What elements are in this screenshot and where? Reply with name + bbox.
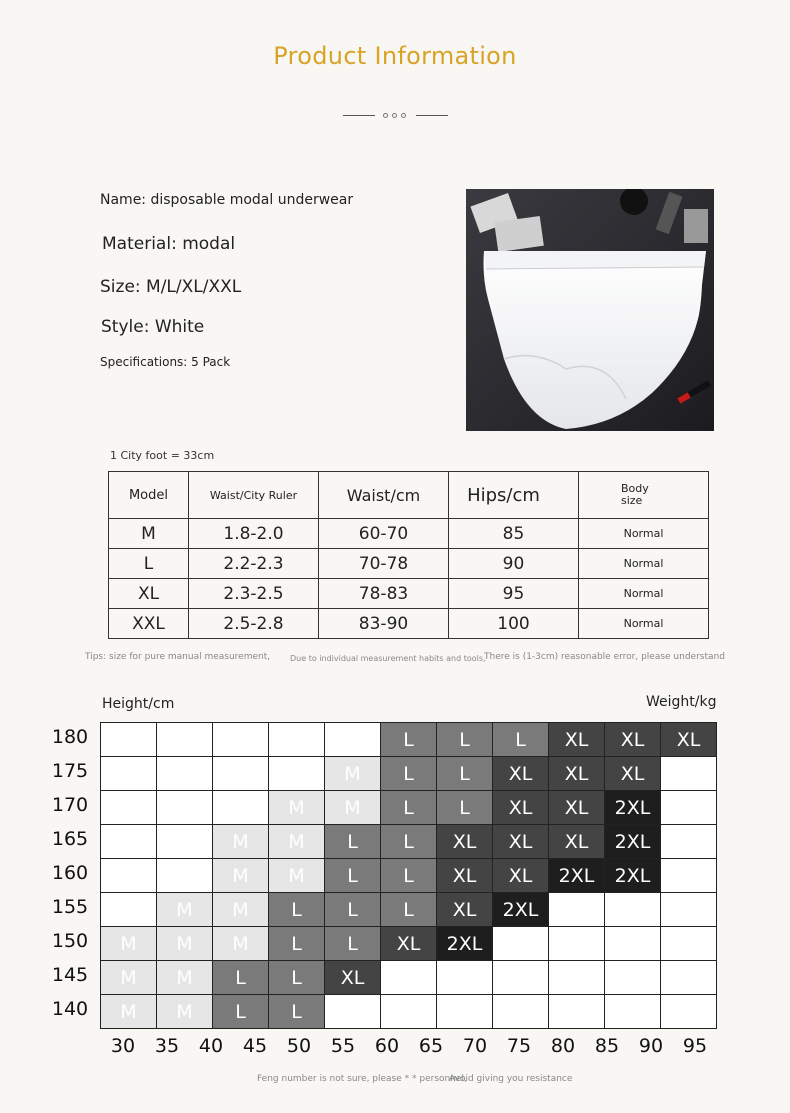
size-cell (101, 791, 157, 825)
header-body-line1: Body (621, 482, 649, 495)
size-cell: XL (549, 791, 605, 825)
size-cell: M (269, 791, 325, 825)
size-cell (549, 995, 605, 1029)
size-cell: XL (437, 859, 493, 893)
size-cell (493, 927, 549, 961)
size-cell: M (157, 893, 213, 927)
cell-hips-cm: 85 (449, 519, 579, 549)
size-cell: L (325, 893, 381, 927)
height-label: 140 (51, 998, 89, 1020)
size-cell: M (325, 757, 381, 791)
size-cell: M (213, 859, 269, 893)
size-cell (661, 859, 717, 893)
size-cell (661, 995, 717, 1029)
size-cell: 2XL (605, 859, 661, 893)
weight-axis-label: Weight/kg (646, 694, 717, 710)
cell-waist-cm: 60-70 (319, 519, 449, 549)
size-cell: XL (549, 723, 605, 757)
height-label: 165 (51, 828, 89, 850)
cell-model: XXL (109, 609, 189, 639)
cell-waist-city: 2.3-2.5 (189, 579, 319, 609)
weight-label: 55 (330, 1035, 356, 1057)
size-cell: XL (549, 825, 605, 859)
size-cell (437, 961, 493, 995)
weight-label: 45 (242, 1035, 268, 1057)
page-title: Product Information (273, 42, 517, 70)
size-cell: L (381, 893, 437, 927)
size-cell: XL (381, 927, 437, 961)
size-row-xxl (109, 609, 709, 639)
size-cell: L (437, 723, 493, 757)
size-cell: L (381, 757, 437, 791)
size-cell: 2XL (605, 825, 661, 859)
size-cell (157, 723, 213, 757)
product-photo (466, 189, 714, 431)
size-cell (493, 961, 549, 995)
footer-note-1: Feng number is not sure, please * * personnel, (257, 1074, 467, 1084)
size-cell: L (269, 893, 325, 927)
cell-model: M (109, 519, 189, 549)
weight-label: 50 (286, 1035, 312, 1057)
size-cell: L (381, 723, 437, 757)
size-cell (101, 723, 157, 757)
size-cell (101, 825, 157, 859)
size-cell (381, 995, 437, 1029)
weight-label: 60 (374, 1035, 400, 1057)
header-hips-cm (449, 472, 579, 519)
cell-waist-cm: 83-90 (319, 609, 449, 639)
header-body-size (579, 472, 709, 519)
size-cell: XL (325, 961, 381, 995)
size-cell (157, 825, 213, 859)
size-cell: L (269, 961, 325, 995)
size-cell: L (325, 825, 381, 859)
size-cell: 2XL (493, 893, 549, 927)
size-cell (661, 893, 717, 927)
product-name: Name: disposable modal underwear (100, 192, 354, 208)
size-cell (605, 927, 661, 961)
size-cell (213, 723, 269, 757)
product-specs: Specifications: 5 Pack (100, 355, 231, 369)
tips-text-1: Tips: size for pure manual measurement, (85, 652, 271, 662)
size-cell (101, 859, 157, 893)
cell-body-size: Normal (579, 549, 709, 579)
size-cell: XL (493, 757, 549, 791)
tips-text-3: There is (1-3cm) reasonable error, please understand (484, 652, 725, 662)
size-cell: XL (605, 757, 661, 791)
cell-waist-cm: 70-78 (319, 549, 449, 579)
weight-label: 75 (506, 1035, 532, 1057)
cell-model: XL (109, 579, 189, 609)
header-model: Model (109, 472, 189, 519)
size-cell: M (213, 893, 269, 927)
size-cell: L (269, 927, 325, 961)
product-material: Material: modal (102, 234, 236, 254)
size-cell (213, 757, 269, 791)
size-cell: L (437, 757, 493, 791)
size-cell (661, 961, 717, 995)
cell-waist-city: 2.2-2.3 (189, 549, 319, 579)
size-cell (605, 995, 661, 1029)
size-row-l (109, 549, 709, 579)
size-cell (605, 961, 661, 995)
size-cell (661, 791, 717, 825)
size-cell: M (213, 927, 269, 961)
cell-waist-cm: 78-83 (319, 579, 449, 609)
size-cell: XL (661, 723, 717, 757)
size-cell: L (213, 995, 269, 1029)
city-foot-note: 1 City foot = 33cm (110, 449, 215, 462)
size-cell: L (325, 927, 381, 961)
size-cell (325, 723, 381, 757)
size-cell: M (157, 927, 213, 961)
size-cell (325, 995, 381, 1029)
size-cell: M (269, 859, 325, 893)
size-cell (269, 723, 325, 757)
size-cell (437, 995, 493, 1029)
size-cell (213, 791, 269, 825)
size-cell: XL (493, 859, 549, 893)
size-cell: XL (549, 757, 605, 791)
size-cell: L (325, 859, 381, 893)
height-label: 155 (51, 896, 89, 918)
weight-label: 90 (638, 1035, 664, 1057)
size-cell (101, 757, 157, 791)
weight-label: 30 (110, 1035, 136, 1057)
size-cell: 2XL (549, 859, 605, 893)
height-label: 175 (51, 760, 89, 782)
size-table-header (109, 472, 709, 519)
height-weight-grid (100, 722, 717, 1029)
cell-hips-cm: 95 (449, 579, 579, 609)
weight-label: 80 (550, 1035, 576, 1057)
height-label: 145 (51, 964, 89, 986)
weight-label: 65 (418, 1035, 444, 1057)
height-label: 180 (51, 726, 89, 748)
size-cell: M (325, 791, 381, 825)
size-cell: M (101, 927, 157, 961)
header-hips-label: Hips/cm (467, 484, 540, 506)
weight-label: 70 (462, 1035, 488, 1057)
cell-waist-city: 2.5-2.8 (189, 609, 319, 639)
size-row-xl (109, 579, 709, 609)
product-size: Size: M/L/XL/XXL (100, 277, 242, 297)
size-cell (549, 961, 605, 995)
size-cell (269, 757, 325, 791)
size-cell: M (101, 961, 157, 995)
size-cell: XL (437, 893, 493, 927)
weight-label: 35 (154, 1035, 180, 1057)
header-waist-city: Waist/City Ruler (189, 472, 319, 519)
height-label: 150 (51, 930, 89, 952)
size-cell: M (157, 961, 213, 995)
cell-body-size: Normal (579, 579, 709, 609)
size-cell (381, 961, 437, 995)
size-cell: M (101, 995, 157, 1029)
size-cell: L (493, 723, 549, 757)
size-cell: M (213, 825, 269, 859)
size-cell: L (381, 859, 437, 893)
title-divider (343, 110, 449, 122)
size-cell (661, 927, 717, 961)
size-cell (493, 995, 549, 1029)
size-cell (157, 791, 213, 825)
size-cell (605, 893, 661, 927)
size-cell: L (381, 825, 437, 859)
weight-label: 40 (198, 1035, 224, 1057)
size-cell (661, 757, 717, 791)
size-table (108, 471, 709, 639)
cell-hips-cm: 90 (449, 549, 579, 579)
size-cell (549, 927, 605, 961)
size-cell: XL (493, 825, 549, 859)
height-label: 170 (51, 794, 89, 816)
header-body-line2: size (621, 494, 643, 507)
footer-note-2: Avoid giving you resistance (449, 1074, 573, 1084)
cell-waist-city: 1.8-2.0 (189, 519, 319, 549)
height-axis-label: Height/cm (102, 696, 175, 712)
size-cell: 2XL (605, 791, 661, 825)
size-cell: M (269, 825, 325, 859)
size-cell (101, 893, 157, 927)
cell-body-size: Normal (579, 609, 709, 639)
size-cell: XL (437, 825, 493, 859)
weight-label: 85 (594, 1035, 620, 1057)
size-cell: L (213, 961, 269, 995)
cell-model: L (109, 549, 189, 579)
product-style: Style: White (101, 317, 205, 337)
cell-hips-cm: 100 (449, 609, 579, 639)
cell-body-size: Normal (579, 519, 709, 549)
size-cell (661, 825, 717, 859)
size-row-m (109, 519, 709, 549)
size-cell: XL (493, 791, 549, 825)
size-cell: L (437, 791, 493, 825)
size-cell: 2XL (437, 927, 493, 961)
weight-label: 95 (682, 1035, 708, 1057)
size-cell: XL (605, 723, 661, 757)
size-cell (157, 757, 213, 791)
height-label: 160 (51, 862, 89, 884)
size-cell: L (269, 995, 325, 1029)
size-cell (157, 859, 213, 893)
tips-text-2: Due to individual measurement habits and tools, (290, 654, 486, 663)
header-waist-cm: Waist/cm (319, 472, 449, 519)
size-cell: M (157, 995, 213, 1029)
size-cell (549, 893, 605, 927)
size-cell: L (381, 791, 437, 825)
